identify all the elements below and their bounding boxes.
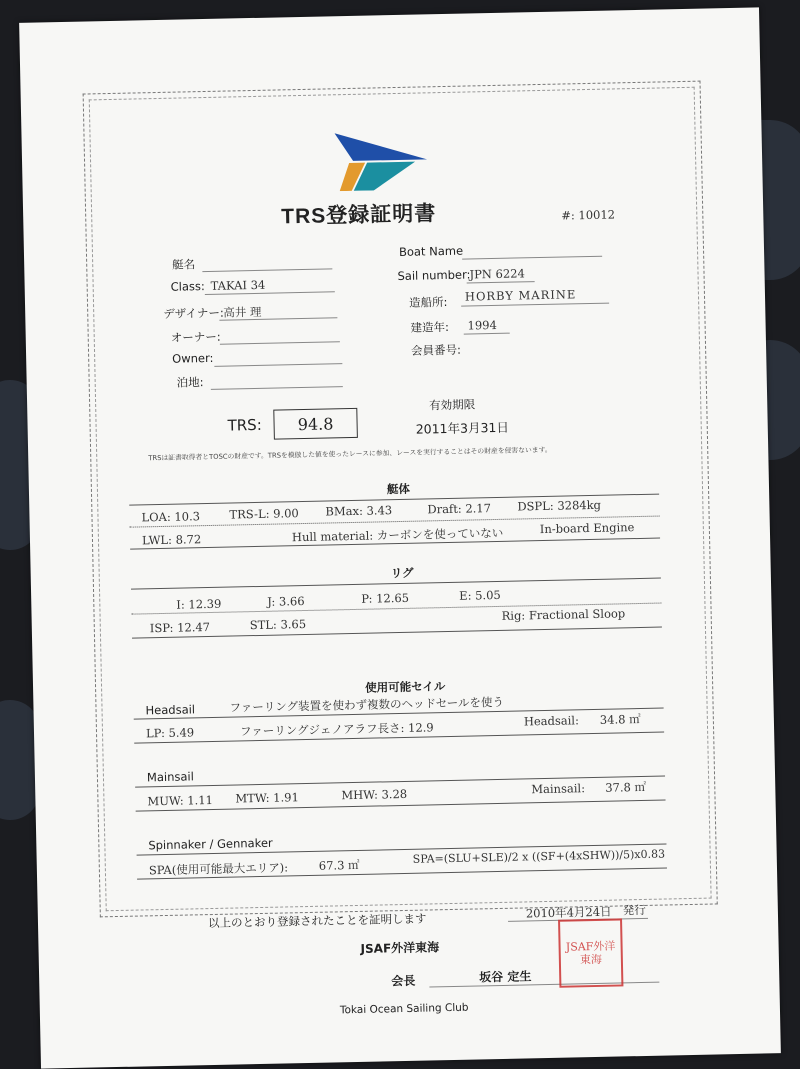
spa-label: SPA(使用可能最大エリア):	[148, 860, 289, 878]
headsail-lp: LP: 5.49	[145, 725, 195, 741]
headsail-area-label: Headsail:	[523, 713, 580, 729]
document-title: TRS登録証明書	[281, 202, 437, 229]
rig-e: E: 5.05	[459, 587, 501, 603]
built-year-label: 建造年:	[410, 319, 450, 335]
class-label: Class:	[170, 279, 205, 294]
president-name: 坂谷 定生	[479, 969, 532, 985]
issued-label: 発行	[622, 902, 646, 918]
mainsail-mtw: MTW: 1.91	[235, 790, 299, 806]
designer-value: 高井 理	[223, 304, 262, 320]
rig-j: J: 3.66	[267, 594, 305, 609]
stamp-text: JSAF外洋東海	[565, 939, 616, 967]
club-name: Tokai Ocean Sailing Club	[339, 1001, 469, 1017]
validity-date: 2011年3月31日	[415, 419, 510, 437]
builder-label: 造船所:	[408, 294, 448, 310]
hull-engine: In-board Engine	[539, 520, 635, 537]
hull-lwl: LWL: 8.72	[141, 532, 202, 548]
headsail-label: Headsail	[145, 702, 196, 718]
builder-value: HORBY MARINE	[464, 287, 577, 304]
genoa-luff: ファーリングジェノアラフ長さ: 12.9	[239, 720, 434, 739]
sail-number-label: Sail number:	[397, 267, 471, 283]
trs-value-box: 94.8	[273, 408, 358, 440]
rig-type: Rig: Fractional Sloop	[501, 606, 626, 623]
spa-value: 67.3 ㎡	[318, 857, 360, 873]
mainsail-muw: MUW: 1.11	[147, 792, 214, 809]
ship-name-label: 艇名	[172, 257, 196, 272]
rig-isp: ISP: 12.47	[149, 619, 211, 636]
trs-label: TRS:	[227, 415, 262, 435]
boat-name-label: Boat Name	[398, 243, 464, 259]
validity-label: 有効期限	[429, 397, 476, 413]
signature-line	[429, 982, 659, 988]
hull-material: Hull material: カーボンを使っていない	[291, 525, 504, 545]
issue-date: 2010年4月24日	[525, 904, 612, 921]
mainsail-mhw: MHW: 3.28	[341, 786, 408, 803]
hull-bmax: BMax: 3.43	[325, 503, 393, 519]
president-label: 会長	[391, 973, 416, 989]
class-value: TAKAI 34	[210, 277, 266, 293]
hull-trs-l: TRS-L: 9.00	[229, 506, 299, 522]
rig-heading: リグ	[390, 565, 414, 581]
mainsail-area: 37.8 ㎡	[605, 779, 647, 795]
certificate-paper	[19, 7, 781, 1068]
designer-label: デザイナー:	[163, 305, 224, 321]
rig-p: P: 12.65	[361, 590, 410, 606]
hull-loa: LOA: 10.3	[141, 509, 201, 525]
mainsail-label: Mainsail	[146, 769, 194, 785]
spa-formula: SPA=(SLU+SLE)/2 x ((SF+(4xSHW))/5)x0.83	[412, 847, 666, 866]
headsail-area: 34.8 ㎡	[599, 712, 641, 727]
berth-label: 泊地:	[176, 375, 204, 390]
owner-jp-label: オーナー:	[170, 329, 221, 345]
headsail-note: ファーリング装置を使わず複数のヘッドセールを使う	[229, 694, 505, 715]
sails-heading: 使用可能セイル	[364, 679, 446, 695]
rig-i: I: 12.39	[176, 596, 222, 612]
member-number-label: 会員番号:	[410, 342, 462, 358]
hull-draft: Draft: 2.17	[427, 501, 492, 517]
mainsail-area-label: Mainsail:	[531, 781, 586, 797]
certificate-number: #: 10012	[561, 207, 616, 223]
hull-dspl: DSPL: 3284kg	[517, 497, 602, 514]
hull-heading: 艇体	[386, 481, 411, 497]
sail-number-value: JPN 6224	[469, 266, 525, 282]
jsaf-logo-icon	[335, 131, 428, 191]
certify-text: 以上のとおり登録されたことを証明します	[207, 911, 427, 931]
owner-label: Owner:	[172, 350, 214, 366]
trs-notice: TRSは証書取得者とTOSCの財産です。TRSを模倣した値を使ったレースに参加、レースを実行することはその財産を侵害ないます。	[148, 445, 552, 463]
rig-stl: STL: 3.65	[249, 616, 307, 633]
official-seal-stamp	[558, 918, 623, 987]
organization-name: JSAF外洋東海	[360, 940, 440, 956]
spinnaker-label: Spinnaker / Gennaker	[148, 835, 273, 853]
built-year-value: 1994	[467, 317, 497, 333]
